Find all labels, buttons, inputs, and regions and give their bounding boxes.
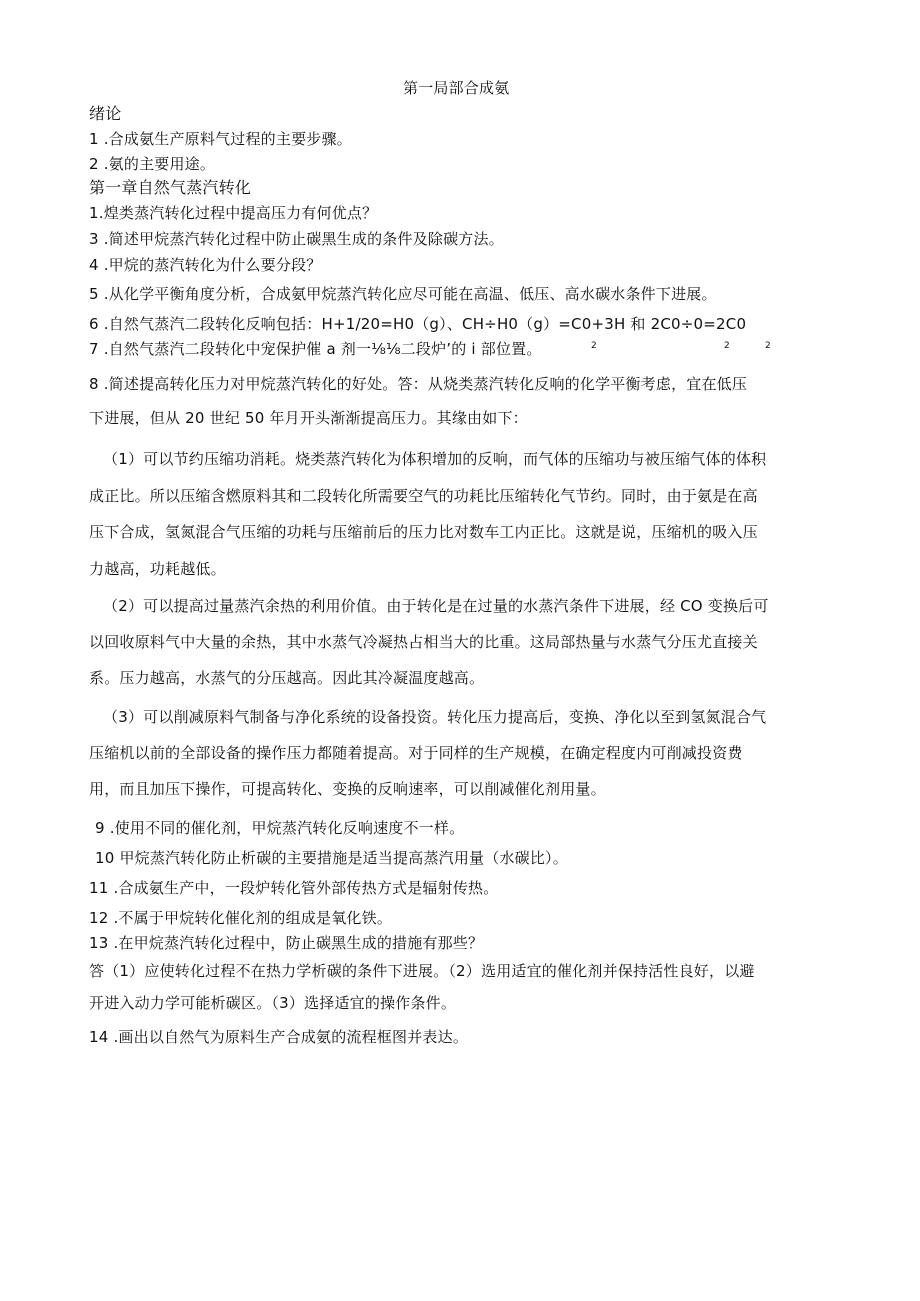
answer-13-line: 开进入动力学可能析碳区。（3）选择适宜的操作条件。 [89,994,457,1012]
question-13: 13 .在甲烷蒸汽转化过程中，防止碳黑生成的措施有那些？ [89,934,484,952]
subscript-mark: 2 [724,341,730,351]
intro-heading: 绪论 [89,104,122,123]
question-11: 11 .合成氨生产中，一段炉转化管外部传热方式是辐射传热。 [89,879,499,897]
question-8-line: 下进展，但从 20 世纪 50 年月开头渐渐提高压力。其缘由如下： [89,409,528,427]
question-10: 10 甲烷蒸汽转化防止析碳的主要措施是适当提高蒸汽用量（水碳比）。 [95,849,568,867]
question-8-line: 8 .简述提高转化压力对甲烷蒸汽转化的好处。答：从烧类蒸汽转化反响的化学平衡考虑，宜在低压 [89,375,748,393]
answer-8-point-1-line: 成正比。所以压缩含燃原料其和二段转化所需要空气的功耗比压缩转化气节约。同时，由于氨是在高 [89,487,758,505]
answer-8-point-1-line: 力越高，功耗越低。 [89,560,226,578]
subscript-mark: 2 [591,341,597,351]
answer-8-point-1-line: 压下合成，氢氮混合气压缩的功耗与压缩前后的压力比对数车工内正比。这就是说，压缩机的吸入压 [89,523,758,541]
question-6: 6 .自然气蒸汽二段转化反响包括：H+1/20=H0（g）、CH÷H0（g）=C0+3H 和 2C0÷0=2C0 [89,315,747,333]
answer-8-point-3-line: （3）可以削减原料气制备与净化系统的设备投资。转化压力提高后，变换、净化以至到氢氮混合气 [103,708,767,726]
answer-8-point-2-line: 以回收原料气中大量的余热，其中水蒸气冷凝热占相当大的比重。这局部热量与水蒸气分压尤直接关 [89,633,758,651]
subscript-mark: 2 [765,341,771,351]
intro-item: 1 .合成氨生产原料气过程的主要步骤。 [89,130,352,148]
question-4: 4 .甲烷的蒸汽转化为什么要分段？ [89,256,322,274]
page-title: 第一局部合成氨 [403,79,510,97]
answer-8-point-2-line: （2）可以提高过量蒸汽余热的利用价值。由于转化是在过量的水蒸汽条件下进展，经 CO 变换后可 [103,597,769,615]
question-5: 5 .从化学平衡角度分析，合成氨甲烷蒸汽转化应尽可能在高温、低压、高水碳水条件下进展。 [89,285,717,303]
question-1: 1.煌类蒸汽转化过程中提高压力有何优点？ [89,204,378,222]
question-3: 3 .简述甲烷蒸汽转化过程中防止碳黑生成的条件及除碳方法。 [89,230,504,248]
question-14: 14 .画出以自然气为原料生产合成氨的流程框图并表达。 [89,1028,469,1046]
answer-13-line: 答（1）应使转化过程不在热力学析碳的条件下进展。（2）选用适宜的催化剂并保持活性良好，以避 [89,962,755,980]
question-7: 7 .自然气蒸汽二段转化中宠保护催 a 剂一⅛⅛二段炉’的 i 部位置。 [89,340,542,358]
answer-8-point-1-line: （1）可以节约压缩功消耗。烧类蒸汽转化为体积增加的反响，而气体的压缩功与被压缩气体的体积 [103,450,767,468]
answer-8-point-3-line: 压缩机以前的全部设备的操作压力都随着提高。对于同样的生产规模，在确定程度内可削减投资费 [89,744,743,762]
question-9: 9 .使用不同的催化剂，甲烷蒸汽转化反响速度不一样。 [95,819,465,837]
intro-item: 2 .氨的主要用途。 [89,155,216,173]
question-12: 12 .不属于甲烷转化催化剂的组成是氧化铁。 [89,909,393,927]
answer-8-point-2-line: 系。压力越高，水蒸气的分压越高。因此其冷凝温度越高。 [89,669,485,687]
chapter-heading: 第一章自然气蒸汽转化 [89,178,252,197]
answer-8-point-3-line: 用，而且加压下操作，可提高转化、变换的反响速率，可以削减催化剂用量。 [89,780,606,798]
